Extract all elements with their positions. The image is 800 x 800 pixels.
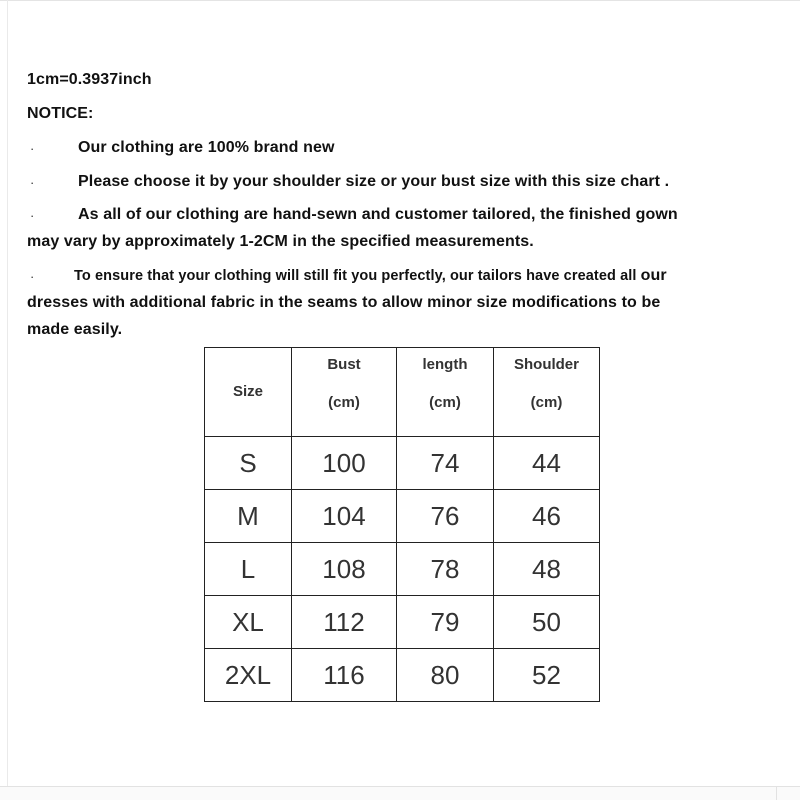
size-cell: 2XL: [205, 649, 292, 702]
size-cell: S: [205, 437, 292, 490]
table-row: [205, 437, 600, 490]
table-row: [205, 543, 600, 596]
notice-line-4a-small: To ensure that your clothing will still fit you perfectly, our tailors have created all: [74, 268, 641, 284]
length-cell: 74: [397, 437, 494, 490]
page-bottom-corner: [776, 786, 800, 800]
shoulder-cell: 48: [494, 543, 600, 596]
notice-line-4c: made easily.: [27, 321, 123, 338]
shoulder-cell: 52: [494, 649, 600, 702]
header-bust-label: Bust: [327, 356, 361, 373]
header-size-label: Size: [232, 383, 263, 400]
notice-line-3b: may vary by approximately 1-2CM in the specified measurements.: [27, 233, 534, 250]
notice-heading: NOTICE:: [27, 105, 94, 122]
size-cell: XL: [205, 596, 292, 649]
table-row: [205, 596, 600, 649]
size-cell: L: [205, 543, 292, 596]
bust-cell: 112: [292, 596, 397, 649]
page-top-border: [0, 0, 800, 4]
length-cell: 80: [397, 649, 494, 702]
size-cell: M: [205, 490, 292, 543]
header-length: [397, 348, 494, 437]
notice-line-4a-end: our: [640, 267, 667, 284]
header-bust-unit: (cm): [328, 394, 360, 411]
length-cell: 76: [397, 490, 494, 543]
notice-line-2: Please choose it by your shoulder size or your bust size with this size chart .: [78, 173, 670, 190]
header-length-label: length: [422, 356, 468, 373]
bust-cell: 104: [292, 490, 397, 543]
header-bust: [292, 348, 397, 437]
bust-cell: 116: [292, 649, 397, 702]
shoulder-cell: 44: [494, 437, 600, 490]
notice-line-4a: [74, 266, 667, 286]
bullet-3: ·: [30, 208, 35, 223]
shoulder-cell: 46: [494, 490, 600, 543]
header-shoulder: [494, 348, 600, 437]
shoulder-cell: 50: [494, 596, 600, 649]
table-row: [205, 490, 600, 543]
page-bottom-border: [0, 786, 800, 800]
bust-cell: 100: [292, 437, 397, 490]
table-row: [205, 649, 600, 702]
header-size: [205, 348, 292, 437]
bullet-2: ·: [30, 175, 35, 190]
page-left-border: [0, 0, 8, 800]
length-cell: 78: [397, 543, 494, 596]
header-shoulder-unit: (cm): [530, 394, 563, 411]
unit-conversion: 1cm=0.3937inch: [27, 71, 152, 88]
length-cell: 79: [397, 596, 494, 649]
notice-line-3a: As all of our clothing are hand-sewn and customer tailored, the finished gown: [78, 206, 678, 223]
header-length-unit: (cm): [429, 394, 461, 411]
notice-line-4b: dresses with additional fabric in the seams to allow minor size modifications to be: [27, 294, 661, 311]
bullet-1: ·: [30, 141, 35, 156]
bullet-4: ·: [30, 269, 35, 284]
size-chart-table: [204, 347, 600, 702]
header-shoulder-label: Shoulder: [513, 356, 579, 373]
bust-cell: 108: [292, 543, 397, 596]
table-header-row: [205, 348, 600, 437]
notice-line-1: Our clothing are 100% brand new: [78, 139, 335, 156]
